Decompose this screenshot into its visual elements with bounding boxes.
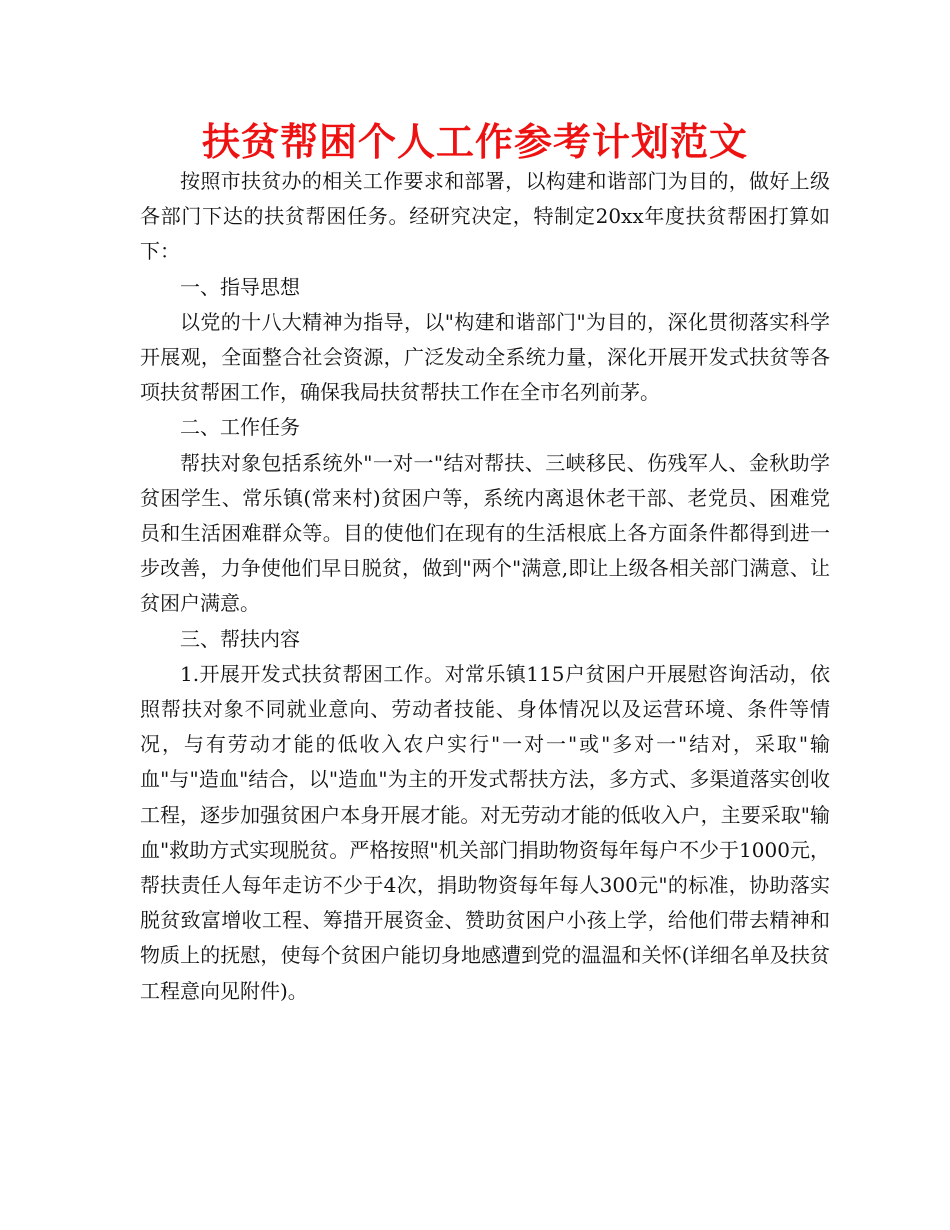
section-heading-assistance-content: 三、帮扶内容 (180, 626, 300, 651)
section-heading-work-tasks: 二、工作任务 (180, 415, 300, 440)
paragraph-work-tasks: 帮扶对象包括系统外"一对一"结对帮扶、三峡移民、伤残军人、金秋助学贫困学生、常乐镇(常来村)贫困户等，系统内离退休老干部、老党员、困难党员和生活困难群众等。目的使他们在现有的生活根底上各方面条件都得到进一步改善，力争使他们早日脱贫，做到"两个"满意,即让上级各相关部门满意、让贫困户满意。 (140, 450, 830, 616)
paragraph-assistance-content-1: 1.开展开发式扶贫帮困工作。对常乐镇115户贫困户开展慰咨询活动，依照帮扶对象不同就业意向、劳动者技能、身体情况以及运营环境、条件等情况，与有劳动才能的低收入农户实行"一对一"或"多对一"结对，采取"输血"与"造血"结合，以"造血"为主的开发式帮扶方法，多方式、多渠道落实创收工程，逐步加强贫困户本身开展才能。对无劳动才能的低收入户，主要采取"输血"救助方式实现脱贫。严格按照"机关部门捐助物资每年每户不少于1000元，帮扶责任人每年走访不少于4次，捐助物资每年每人300元"的标准，协助落实脱贫致富增收工程、筹措开展资金、赞助贫困户小孩上学，给他们带去精神和物质上的抚慰，使每个贫困户能切身地感遭到党的温温和关怀(详细名单及扶贫工程意向见附件)。 (140, 661, 830, 1003)
section-heading-guiding-thought: 一、指导思想 (180, 274, 300, 299)
paragraph-guiding-thought: 以党的十八大精神为指导，以"构建和谐部门"为目的，深化贯彻落实科学开展观，全面整合社会资源，广泛发动全系统力量，深化开展开发式扶贫等各项扶贫帮困工作，确保我局扶贫帮扶工作在全市名列前茅。 (140, 309, 830, 405)
document-body (140, 164, 830, 1009)
document-title: 扶贫帮困个人工作参考计划范文 (201, 120, 748, 164)
intro-paragraph: 按照市扶贫办的相关工作要求和部署，以构建和谐部门为目的，做好上级各部门下达的扶贫帮困任务。经研究决定，特制定20xx年度扶贫帮困打算如下： (140, 169, 830, 264)
